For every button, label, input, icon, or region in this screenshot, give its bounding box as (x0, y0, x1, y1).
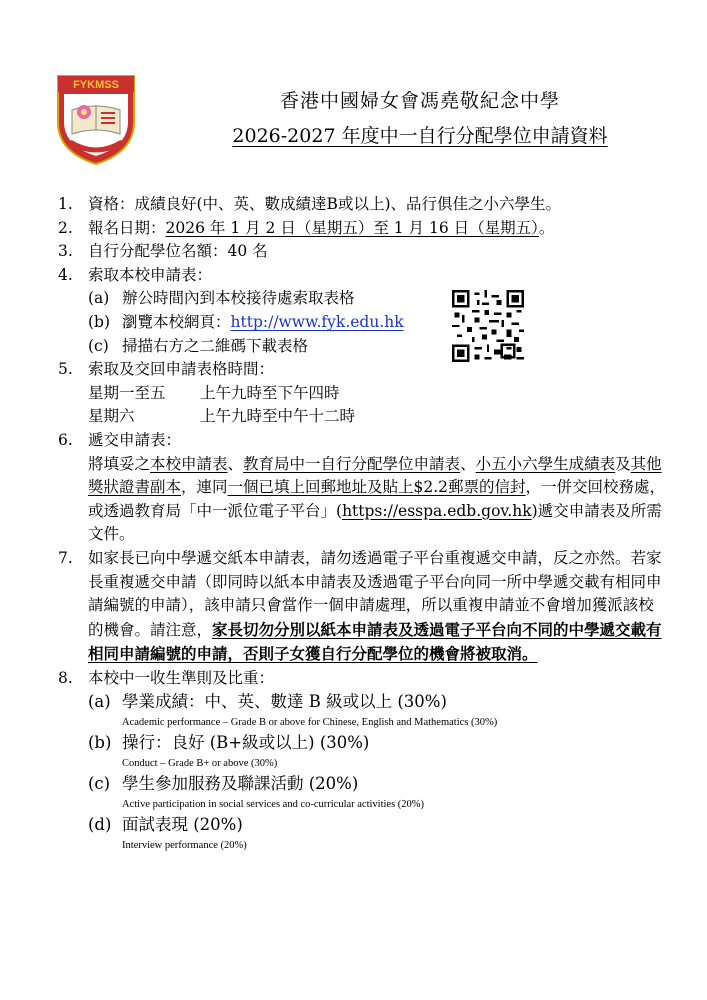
espa-link[interactable]: https://esspa.edb.gov.hk (342, 501, 532, 520)
sub-item (88, 311, 668, 335)
dates-value: 2026 年 1 月 2 日（星期五）至 1 月 16 日（星期五） (165, 218, 539, 237)
criterion-text: 面試表現 (20%) (122, 815, 243, 835)
doc-report-cards: 小五小六學生成績表 (475, 454, 616, 473)
item-number: 4. (58, 265, 73, 284)
criterion-english: Interview performance (20%) (122, 840, 247, 852)
criteria-title: 本校中一收生準則及比重： (88, 668, 275, 687)
list-item (58, 193, 668, 217)
item-number: 2. (58, 218, 73, 237)
text-span: )遞交申請表及所需文件。 (88, 501, 662, 544)
sub-item (88, 287, 668, 311)
item-number: 3. (58, 242, 73, 261)
submission-section (88, 429, 668, 547)
text-span: 將填妥之 (88, 454, 151, 473)
sub-label: (b) (88, 312, 111, 331)
school-logo (54, 72, 138, 166)
doc-certificates: 其他獎狀證書副本 (88, 454, 662, 497)
criterion-label: (b) (88, 733, 112, 753)
doc-edb-form: 教育局中一自行分配學位申請表 (243, 454, 461, 473)
list-item (58, 547, 668, 667)
sub-item (88, 335, 668, 359)
list-item (58, 358, 668, 429)
hours-row (88, 382, 668, 406)
item-number: 6. (58, 430, 73, 449)
school-name: 香港中國婦女會馮堯敬紀念中學 (279, 90, 560, 112)
sub-label: (a) (88, 289, 110, 308)
criterion-label: (d) (88, 815, 112, 835)
criterion-text: 學生參加服務及聯課活動 (20%) (122, 774, 359, 794)
info-list (58, 193, 668, 854)
criteria-section (88, 667, 668, 855)
hours-time: 上午九時至下午四時 (200, 383, 340, 402)
list-item (58, 429, 668, 547)
logo-text: FYKMSS (73, 79, 119, 91)
criterion-text: 操行：良好 (B+級或以上) (30%) (122, 733, 370, 753)
criterion (88, 731, 668, 755)
criterion-english: Active participation in social services and co-curricular activities (20%) (122, 799, 425, 811)
dates-label: 報名日期： (88, 218, 166, 237)
obtain-form-section (88, 264, 668, 358)
text-span: 及 (615, 454, 631, 473)
document-title-text: 2026-2027 年度中一自行分配學位申請資料 (232, 125, 608, 147)
item-number: 5. (58, 360, 73, 379)
obtain-form-title: 索取本校申請表： (88, 265, 213, 284)
criterion-text: 學業成績：中、英、數達 B 級或以上 (30%) (122, 692, 447, 712)
criterion-label: (c) (88, 774, 111, 794)
text-span: 、 (227, 454, 244, 473)
hours-day: 星期一至五 (88, 383, 166, 402)
eligibility-text: 資格：成績良好(中、英、數成績達B或以上)、品行俱佳之小六學生。 (88, 195, 561, 213)
list-item (58, 667, 668, 855)
sub-label: (c) (88, 336, 109, 355)
criterion-english: Academic performance – Grade B or above for Chinese, English and Mathematics (30%) (122, 717, 498, 729)
office-hours-section (88, 358, 668, 429)
sub-text: 辦公時間內到本校接待處索取表格 (122, 289, 355, 308)
notice-text: 如家長已向中學遞交紙本申請表，請勿透過電子平台重複遞交申請，反之亦然。若家長重複遞交申請（即同時以紙本申請表及透過電子平台向同一所中學遞交載有相同申請編號的申請），該申請只會當作一個申請處理，所以重複申請並不會增加獲派該校的機會。請注意， (88, 548, 662, 639)
sub-text: 瀏覽本校網頁： (122, 312, 231, 331)
item-number: 8. (58, 668, 73, 687)
doc-school-form: 本校申請表 (150, 454, 228, 473)
submission-title: 遞交申請表： (88, 430, 182, 449)
list-item (58, 240, 668, 264)
criterion (88, 813, 668, 837)
doc-envelope: 一個已填上回郵地址及貼上$2.2郵票的信封 (227, 478, 526, 497)
dates-suffix: 。 (538, 218, 555, 237)
hours-row (88, 405, 668, 429)
duplicate-notice (88, 547, 668, 667)
criteria-list (88, 690, 668, 854)
item-number: 7. (58, 548, 73, 567)
text-span: ，連同 (181, 478, 228, 497)
school-website-link[interactable]: http://www.fyk.edu.hk (230, 312, 404, 331)
sub-text: 掃描右方之二維碼下載表格 (122, 336, 309, 355)
criterion (88, 772, 668, 796)
application-dates (88, 217, 668, 241)
submission-text (88, 453, 668, 547)
hours-time: 上午九時至中午十二時 (200, 407, 356, 426)
office-hours-title: 索取及交回申請表格時間： (88, 360, 275, 379)
document-title (140, 121, 700, 148)
criterion-english: Conduct – Grade B+ or above (30%) (122, 758, 278, 770)
notice-warning: 家長切勿分別以紙本申請表及透過電子平台向不同的中學遞交載有相同申請編號的申請，否則子女獲自行分配學位的機會將被取消。 (88, 619, 662, 664)
quota-text: 自行分配學位名額：40 名 (88, 242, 268, 261)
list-item (58, 264, 668, 358)
text-span: 、 (460, 454, 476, 473)
item-number: 1. (58, 195, 73, 213)
criterion (88, 690, 668, 714)
hours-day: 星期六 (88, 407, 135, 426)
text-span: ，一併交回校務處，或透過教育局「中一派位電子平台」( (88, 478, 666, 520)
criterion-label: (a) (88, 692, 111, 712)
list-item (58, 217, 668, 241)
